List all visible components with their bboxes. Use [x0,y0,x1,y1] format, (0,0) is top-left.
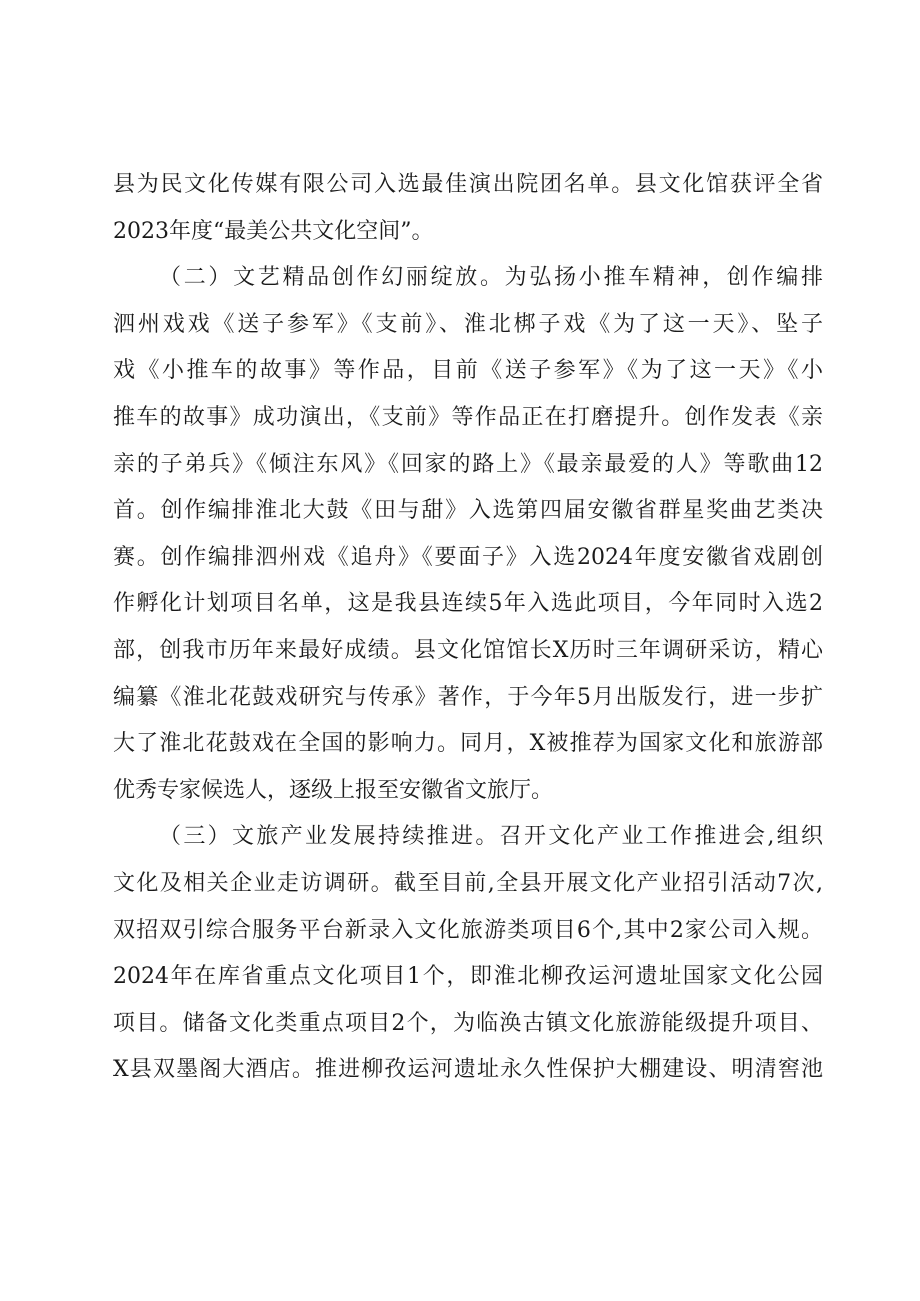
text-line: 编纂《淮北花鼓戏研究与传承》著作，于今年5月出版发行，进一步扩 [113,684,823,710]
text-line: 优秀专家候选人，逐级上报至安徽省文旅厅。 [113,777,554,803]
text-line: 赛。创作编排泗州戏《追舟》《要面子》入选2024年度安徽省戏剧创 [113,544,823,570]
text-line: 大了淮北花鼓戏在全国的影响力。同月，X被推荐为国家文化和旅游部 [113,731,823,757]
text-line: 泗州戏戏《送子参军》《支前》、淮北梆子戏《为了这一天》、坠子 [113,311,823,337]
paragraph-heading-line: （三）文旅产业发展持续推进。召开文化产业工作推进会,组织 [159,824,823,850]
text-line: 首。创作编排淮北大鼓《田与甜》入选第四届安徽省群星奖曲艺类决 [113,498,823,524]
text-line: 推车的故事》成功演出，《支前》等作品正在打磨提升。创作发表《亲 [113,404,823,430]
text-line: 2024年在库省重点文化项目1个，即淮北柳孜运河遗址国家文化公园 [113,964,823,990]
text-line: 部，创我市历年来最好成绩。县文化馆馆长X历时三年调研采访，精心 [113,637,823,663]
text-line: 文化及相关企业走访调研。截至目前,全县开展文化产业招引活动7次, [113,870,823,896]
paragraph-heading-line: （二）文艺精品创作幻丽绽放。为弘扬小推车精神，创作编排 [159,265,823,291]
text-line: 县为民文化传媒有限公司入选最佳演出院团名单。县文化馆获评全省 [113,172,823,197]
document-body [113,162,823,1094]
text-line: 亲的子弟兵》《倾注东风》《回家的路上》《最亲最爱的人》等歌曲12 [113,451,823,477]
text-line: 双招双引综合服务平台新录入文化旅游类项目6个,其中2家公司入规。 [113,917,823,943]
text-line: 戏《小推车的故事》等作品，目前《送子参军》《为了这一天》《小 [113,358,823,384]
text-line: 项目。储备文化类重点项目2个，为临涣古镇文化旅游能级提升项目、 [113,1010,823,1036]
text-line: X县双墨阁大酒店。推进柳孜运河遗址永久性保护大棚建设、明清窖池 [113,1057,823,1083]
text-line: 作孵化计划项目名单，这是我县连续5年入选此项目，今年同时入选2 [113,591,823,617]
text-line: 2023年度“最美公共文化空间”。 [113,218,434,244]
